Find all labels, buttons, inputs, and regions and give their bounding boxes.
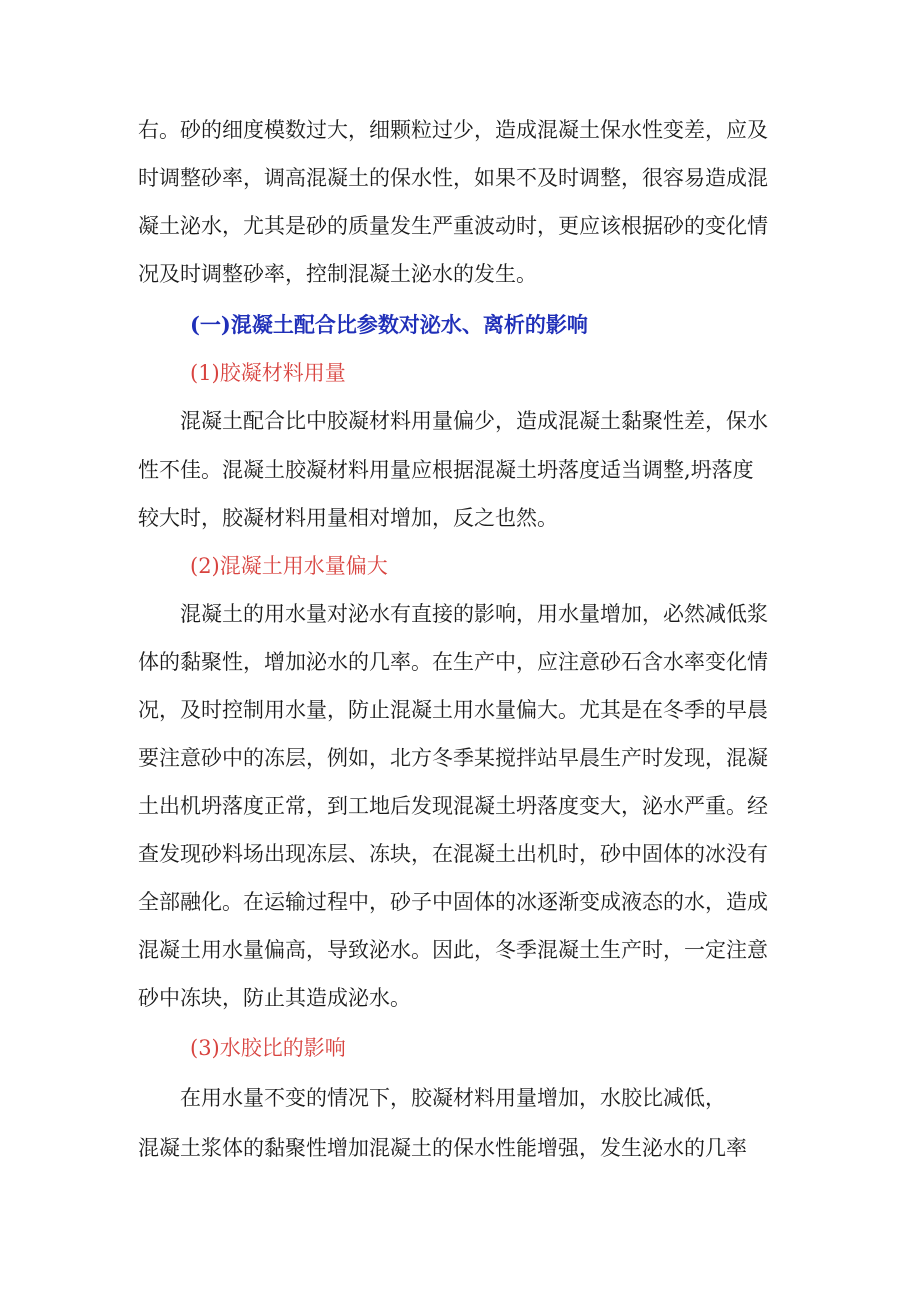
paragraph-line: 体的黏聚性，增加泌水的几率。在生产中，应注意砂石含水率变化情 <box>138 650 768 674</box>
section-heading: (一)混凝土配合比参数对泌水、离析的影响 <box>190 312 588 337</box>
paragraph-line: 较大时，胶凝材料用量相对增加，反之也然。 <box>138 506 558 530</box>
paragraph-line: 要注意砂中的冻层，例如，北方冬季某搅拌站早晨生产时发现，混凝 <box>138 746 768 770</box>
paragraph-line: 况，及时控制用水量，防止混凝土用水量偏大。尤其是在冬季的早晨 <box>138 698 768 722</box>
paragraph-line: 土出机坍落度正常，到工地后发现混凝土坍落度变大，泌水严重。经 <box>138 794 768 818</box>
paragraph-line: 右。砂的细度模数过大，细颗粒过少，造成混凝土保水性变差，应及 <box>138 118 768 142</box>
paragraph-line: 混凝土配合比中胶凝材料用量偏少，造成混凝土黏聚性差，保水 <box>180 409 768 433</box>
paragraph-line: 性不佳。混凝土胶凝材料用量应根据混凝土坍落度适当调整,坍落度 <box>138 458 754 482</box>
paragraph-line: 混凝土用水量偏高，导致泌水。因此，冬季混凝土生产时，一定注意 <box>138 938 768 962</box>
paragraph-line: 混凝土的用水量对泌水有直接的影响，用水量增加，必然减低浆 <box>180 602 768 626</box>
subsection-title-1: (1)胶凝材料用量 <box>190 361 346 385</box>
paragraph-line: 混凝土浆体的黏聚性增加混凝土的保水性能增强，发生泌水的几率 <box>138 1136 747 1160</box>
paragraph-line: 在用水量不变的情况下，胶凝材料用量增加，水胶比减低， <box>180 1086 726 1110</box>
paragraph-line: 砂中冻块，防止其造成泌水。 <box>138 986 411 1010</box>
paragraph-line: 况及时调整砂率，控制混凝土泌水的发生。 <box>138 262 537 286</box>
paragraph-line: 时调整砂率，调高混凝土的保水性，如果不及时调整，很容易造成混 <box>138 166 768 190</box>
paragraph-line: 凝土泌水，尤其是砂的质量发生严重波动时，更应该根据砂的变化情 <box>138 214 768 238</box>
paragraph-line: 查发现砂料场出现冻层、冻块，在混凝土出机时，砂中固体的冰没有 <box>138 842 768 866</box>
paragraph-line: 全部融化。在运输过程中，砂子中固体的冰逐渐变成液态的水，造成 <box>138 890 768 914</box>
subsection-title-2: (2)混凝土用水量偏大 <box>190 554 388 578</box>
subsection-title-3: (3)水胶比的影响 <box>190 1036 346 1060</box>
